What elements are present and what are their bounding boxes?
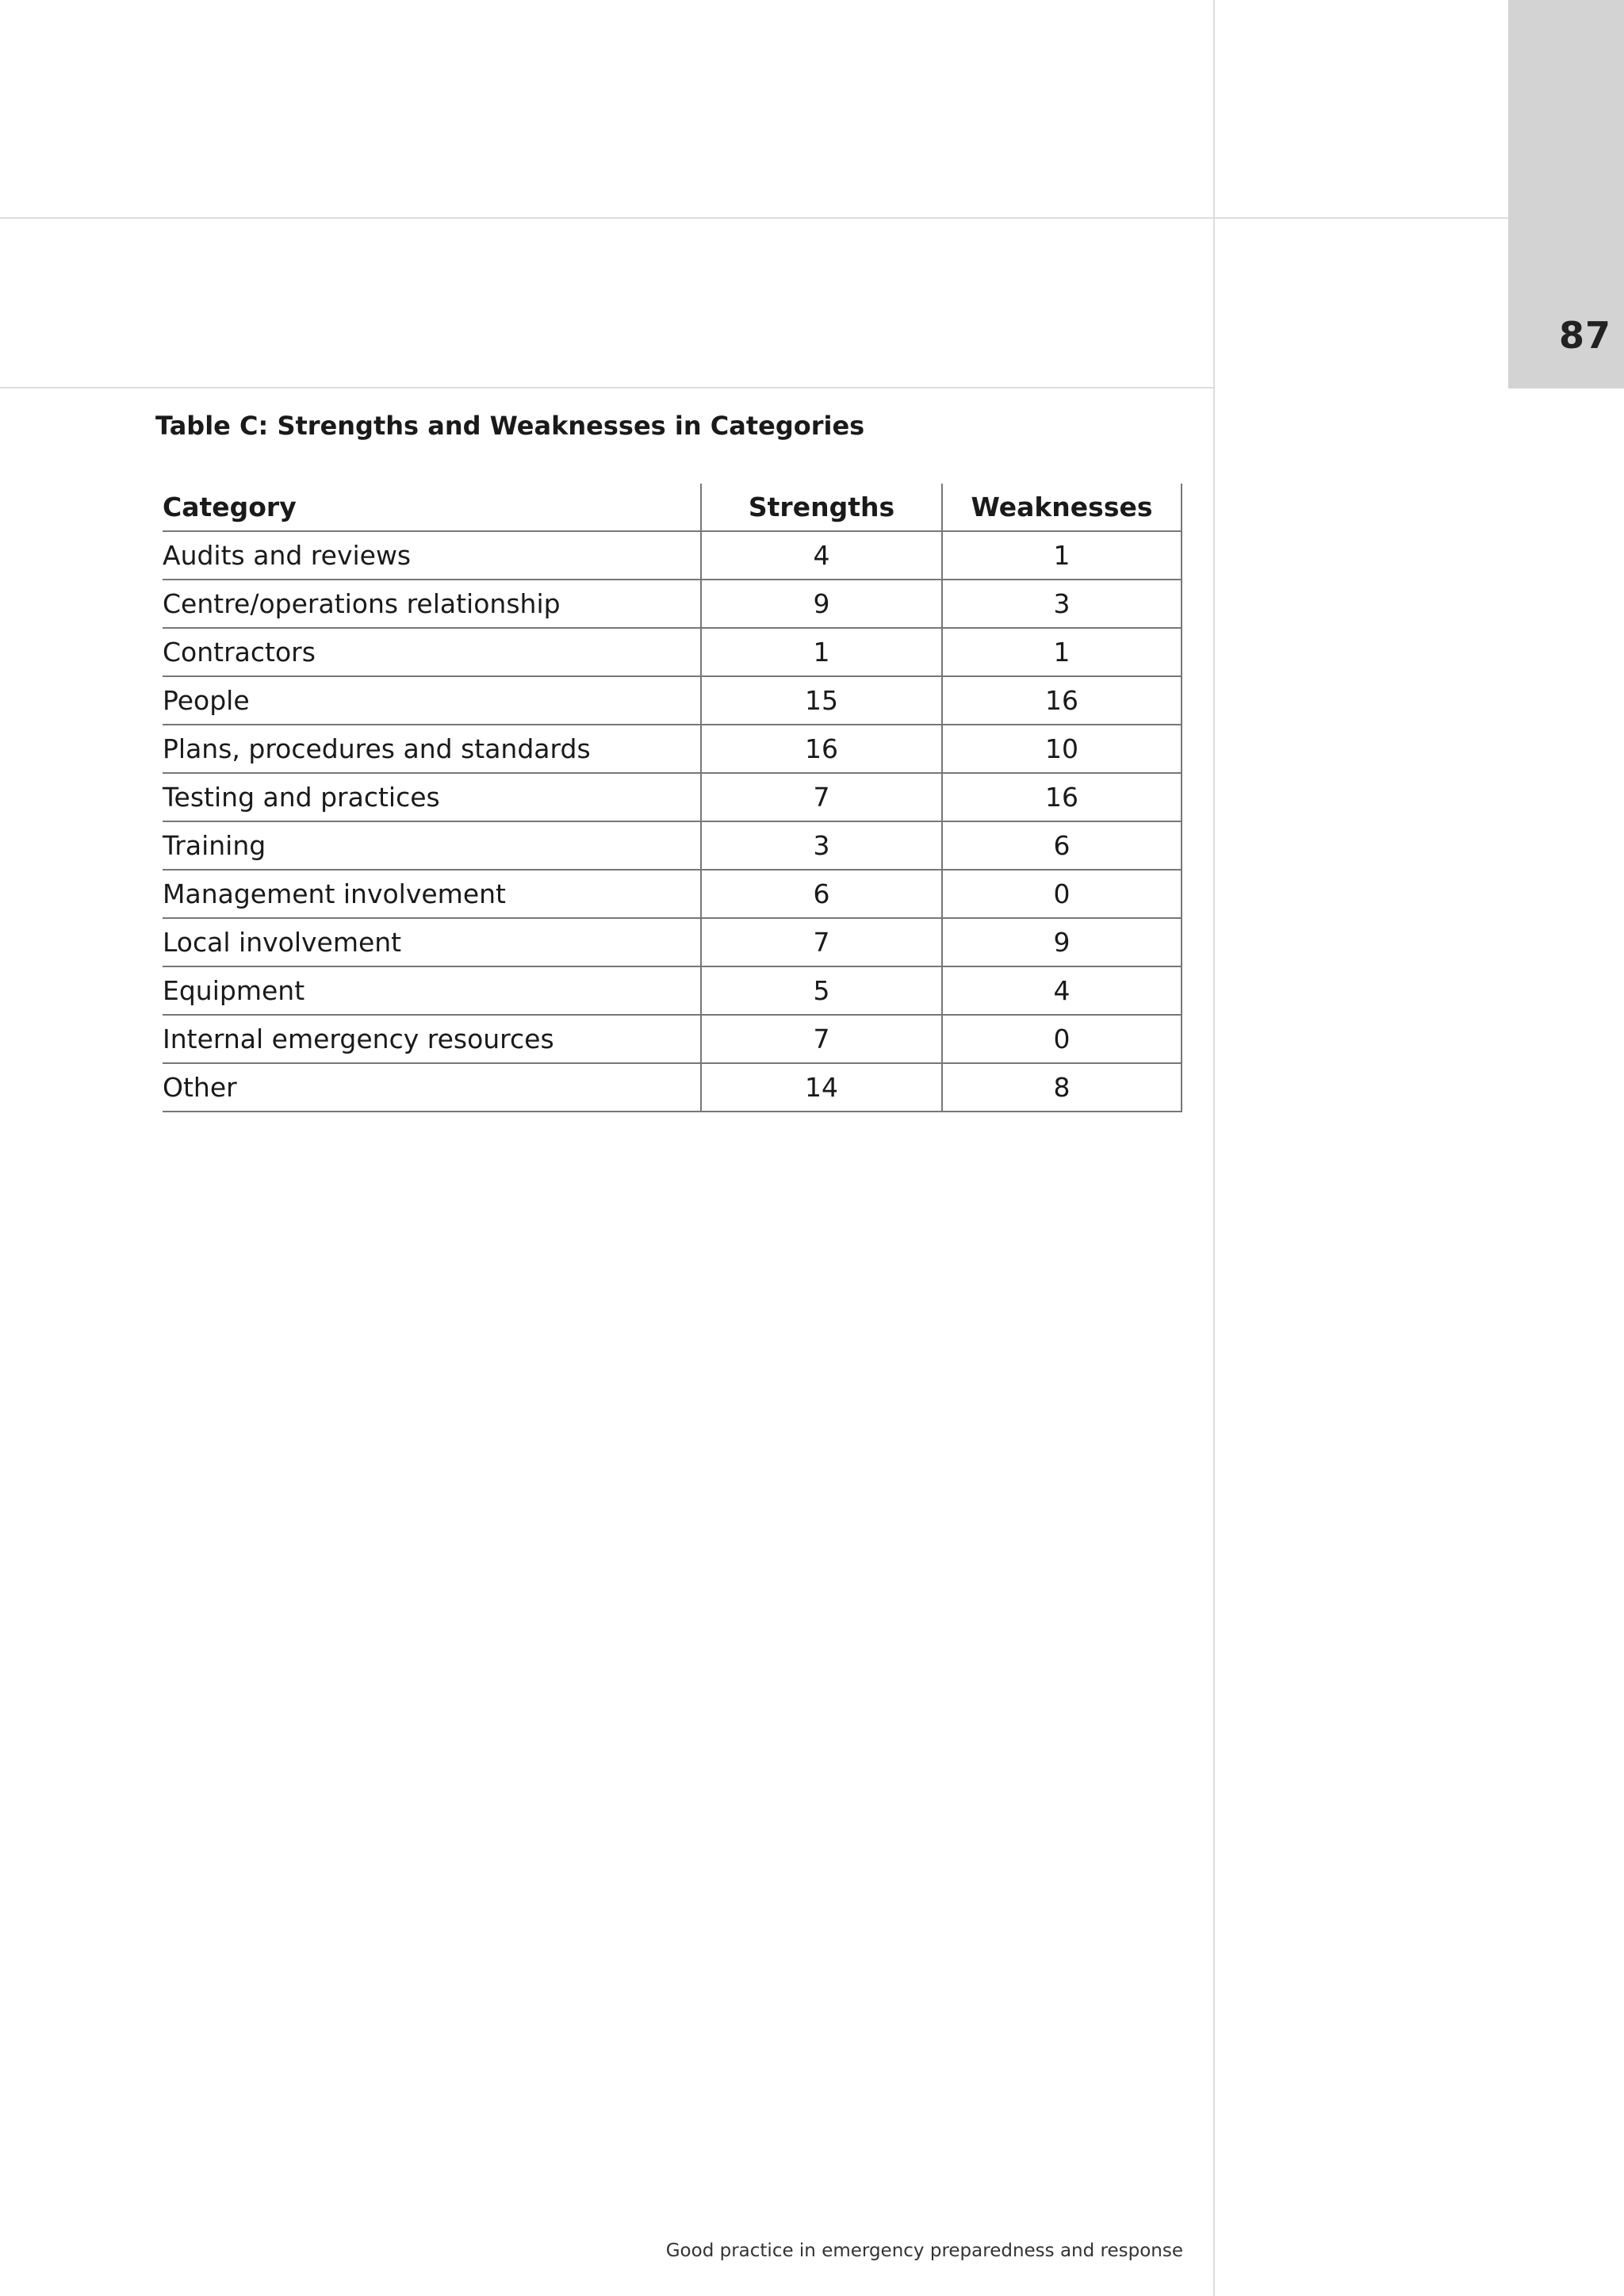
cell-weaknesses: 0 [942, 870, 1182, 918]
table-header-row [163, 484, 1182, 531]
margin-divider [1213, 0, 1215, 2296]
cell-strengths: 16 [701, 725, 942, 773]
cell-strengths: 5 [701, 966, 942, 1015]
cell-category: Local involvement [163, 918, 701, 966]
cell-strengths: 7 [701, 918, 942, 966]
table-row [163, 1015, 1182, 1063]
table-row [163, 725, 1182, 773]
cell-strengths: 3 [701, 821, 942, 870]
cell-weaknesses: 6 [942, 821, 1182, 870]
cell-category: Audits and reviews [163, 531, 701, 580]
cell-weaknesses: 10 [942, 725, 1182, 773]
header-strengths: Strengths [701, 484, 942, 531]
cell-weaknesses: 16 [942, 773, 1182, 821]
table-row [163, 1063, 1182, 1112]
cell-category: Centre/operations relationship [163, 580, 701, 628]
cell-weaknesses: 1 [942, 628, 1182, 676]
table-row [163, 918, 1182, 966]
cell-strengths: 6 [701, 870, 942, 918]
cell-category: Training [163, 821, 701, 870]
header-category: Category [163, 484, 701, 531]
cell-weaknesses: 0 [942, 1015, 1182, 1063]
header-weaknesses: Weaknesses [942, 484, 1182, 531]
cell-category: Internal emergency resources [163, 1015, 701, 1063]
cell-category: Contractors [163, 628, 701, 676]
cell-category: Management involvement [163, 870, 701, 918]
table-row [163, 580, 1182, 628]
table-row [163, 773, 1182, 821]
table-row [163, 870, 1182, 918]
table-row [163, 676, 1182, 725]
cell-category: Equipment [163, 966, 701, 1015]
cell-category: Plans, procedures and standards [163, 725, 701, 773]
cell-strengths: 1 [701, 628, 942, 676]
cell-strengths: 7 [701, 1015, 942, 1063]
page-number: 87 [1558, 314, 1611, 357]
table-row [163, 966, 1182, 1015]
cell-category: Other [163, 1063, 701, 1112]
table-title: Table C: Strengths and Weaknesses in Categories [155, 411, 865, 441]
page-number-tab [1508, 0, 1624, 388]
strengths-weaknesses-table [163, 484, 1182, 1112]
cell-weaknesses: 8 [942, 1063, 1182, 1112]
cell-weaknesses: 9 [942, 918, 1182, 966]
cell-weaknesses: 16 [942, 676, 1182, 725]
cell-strengths: 14 [701, 1063, 942, 1112]
cell-weaknesses: 4 [942, 966, 1182, 1015]
cell-weaknesses: 1 [942, 531, 1182, 580]
footer-text: Good practice in emergency preparedness and response [665, 2241, 1183, 2261]
cell-strengths: 9 [701, 580, 942, 628]
cell-category: People [163, 676, 701, 725]
cell-weaknesses: 3 [942, 580, 1182, 628]
table-row [163, 531, 1182, 580]
header-divider-bottom [0, 387, 1213, 388]
table-row [163, 821, 1182, 870]
header-divider-top [0, 217, 1510, 219]
table-row [163, 628, 1182, 676]
cell-category: Testing and practices [163, 773, 701, 821]
cell-strengths: 4 [701, 531, 942, 580]
cell-strengths: 15 [701, 676, 942, 725]
cell-strengths: 7 [701, 773, 942, 821]
